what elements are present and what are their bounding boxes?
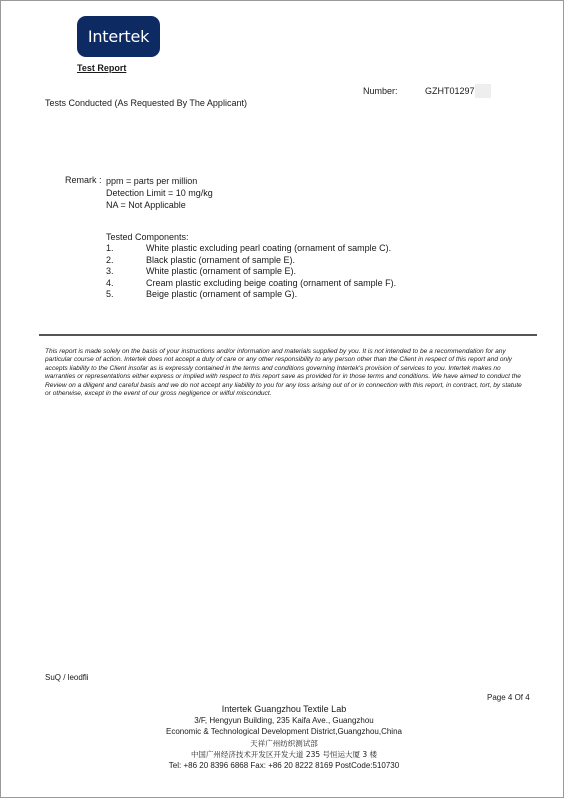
- item-text: Beige plastic (ornament of sample G).: [146, 289, 298, 300]
- report-number-label: Number:: [363, 86, 398, 96]
- disclaimer-text: This report is made solely on the basis of your instructions and/or information and materials supplied by you. It is not intended to be a recommendation for any particular course of action. Intertek does not accept a duty of care or any other responsibility to any person other than the Client in respect of this report and only accepts liability to the Client insofar as is expressly contained in the terms and conditions governing Intertek's provision of services to you. Intertek makes no warranties or representations either express or implied with respect to this report save as provided for in those terms and conditions. We have aimed to conduct the Review on a diligent and careful basis and we do not accept any liability to you for any loss arising out of or in connection with this report, in contract, tort, by statute or otherwise, except in the event of our gross negligence or wilful misconduct.: [45, 348, 522, 398]
- item-text: Cream plastic excluding beige coating (ornament of sample F).: [146, 277, 397, 288]
- item-text: White plastic (ornament of sample E).: [146, 266, 297, 277]
- redaction-mask: [475, 84, 491, 98]
- footer-address-line: 3/F, Hengyun Building, 235 Kaifa Ave., Guangzhou: [194, 716, 374, 726]
- footer-chinese-address: 中国广州经济技术开发区开发大道 235 号恒运大厦 3 楼: [190, 749, 378, 759]
- signatory-initials: SuQ / leodfli: [45, 673, 89, 682]
- footer-lab-name: Intertek Guangzhou Textile Lab: [221, 704, 347, 714]
- remark-line: ppm = parts per million: [106, 176, 198, 186]
- footer-address-line: Economic & Technological Development District,Guangzhou,China: [166, 727, 402, 737]
- remark-label: Remark :: [65, 175, 102, 185]
- item-text: Black plastic (ornament of sample E).: [146, 254, 296, 265]
- section-divider: [39, 334, 537, 336]
- footer-chinese-lab-name: 天祥广州纺织测试部: [250, 738, 318, 748]
- item-number: 4.: [106, 277, 114, 288]
- remark-lines: [106, 175, 213, 211]
- report-number-value: GZHT01297: [425, 86, 475, 96]
- tested-components-heading: Tested Components:: [106, 232, 189, 242]
- report-label: Test Report: [77, 63, 127, 73]
- remark-line: Detection Limit = 10 mg/kg: [106, 188, 213, 198]
- remark-line: NA = Not Applicable: [106, 200, 186, 210]
- page-number: Page 4 Of 4: [487, 693, 530, 702]
- logo-text: Intertek: [87, 27, 150, 46]
- item-number: 5.: [106, 289, 114, 300]
- item-number: 1.: [106, 243, 114, 253]
- footer-contact: Tel: +86 20 8396 6868 Fax: +86 20 8222 8169 PostCode:510730: [168, 761, 400, 771]
- intertek-logo: [77, 16, 160, 57]
- item-number: 3.: [106, 266, 114, 277]
- page-footer: [1, 704, 566, 771]
- item-text: White plastic excluding pearl coating (ornament of sample C).: [146, 243, 392, 253]
- tests-heading: Tests Conducted (As Requested By The Applicant): [45, 98, 247, 108]
- item-number: 2.: [106, 254, 114, 265]
